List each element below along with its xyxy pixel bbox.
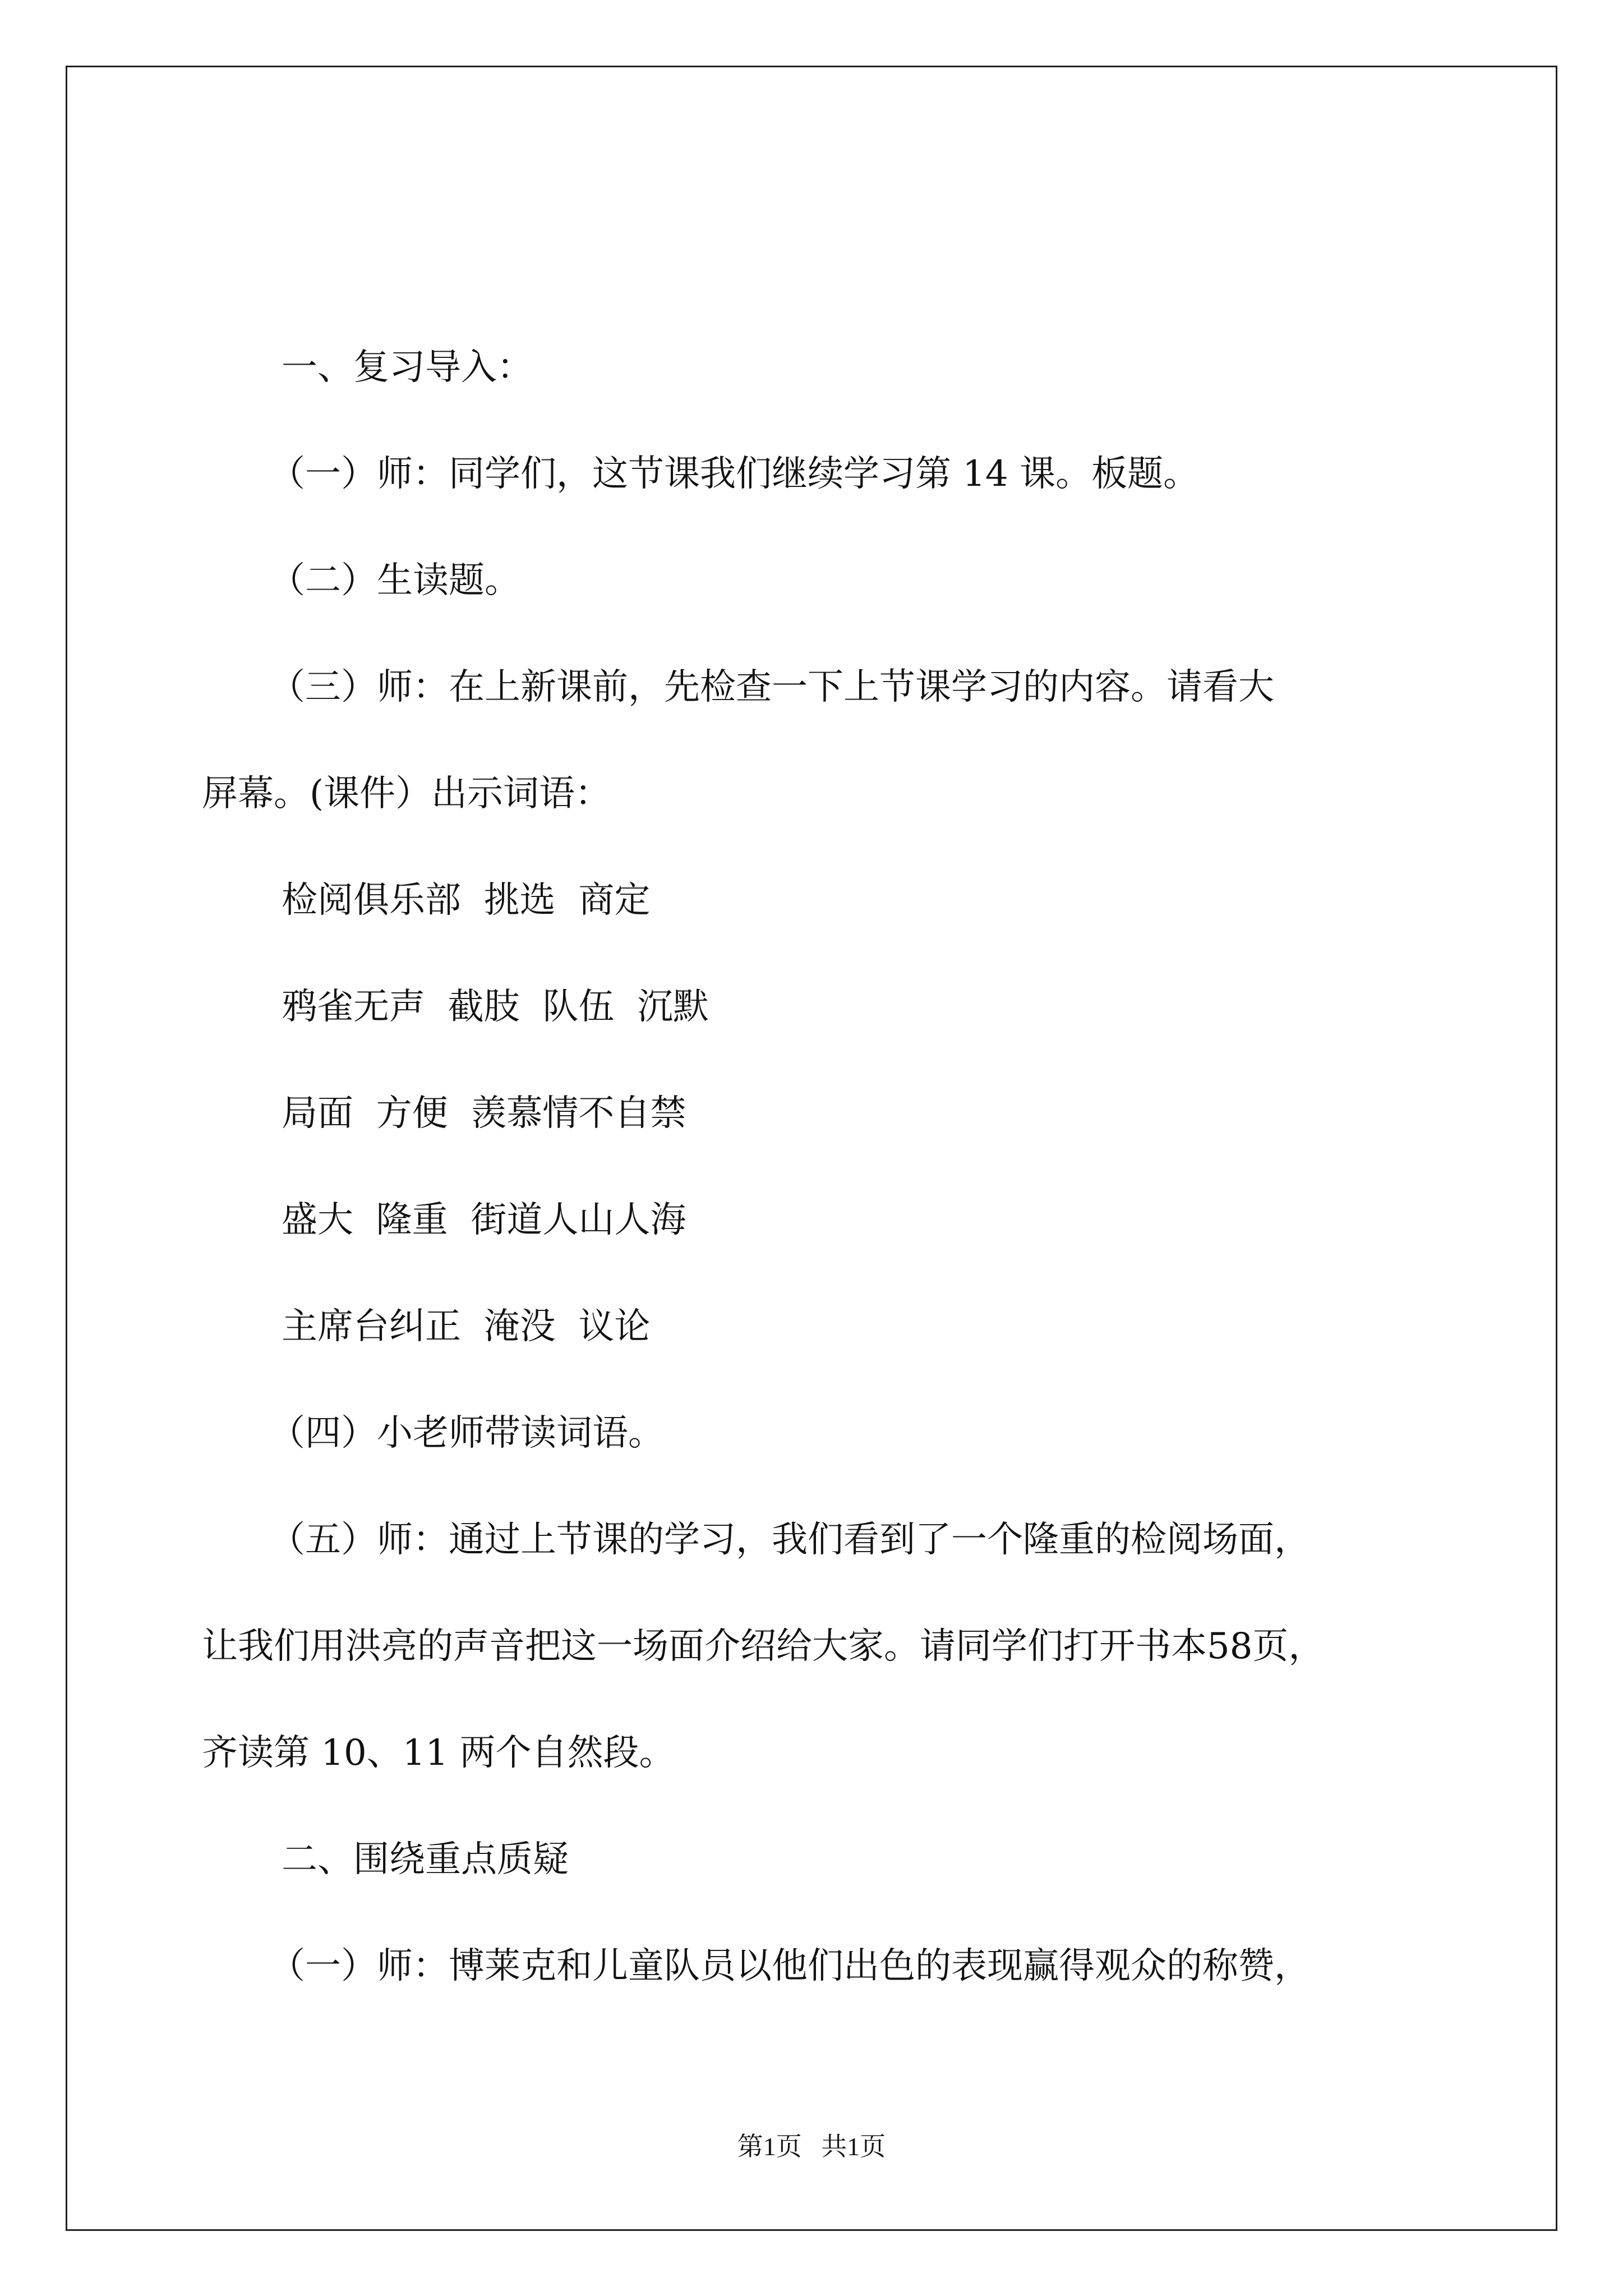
paragraph-continuation: 让我们用洪亮的声音把这一场面介绍给大家。请同学们打开书本58页， (202, 1626, 1325, 1667)
paragraph: （二）生读题。 (269, 560, 520, 601)
paragraph: （五）师：通过上节课的学习，我们看到了一个隆重的检阅场面， (269, 1519, 1310, 1561)
paragraph-continuation: 齐读第 10、11 两个自然段。 (202, 1732, 675, 1774)
word-list-line: 鸦雀无声 截肢 队伍 沉默 (282, 986, 709, 1028)
paragraph: （一）师：同学们，这节课我们继续学习第 14 课。板题。 (269, 453, 1200, 495)
section-heading-questions: 二、围绕重点质疑 (282, 1839, 569, 1880)
word-list-line: 盛大 隆重 街道人山人海 (282, 1199, 686, 1241)
page-footer: 第1页 共1页 (737, 2132, 886, 2161)
paragraph-continuation: 屏幕。(课件）出示词语： (202, 773, 611, 815)
word-list-line: 主席台纠正 淹没 议论 (282, 1306, 651, 1347)
document-body (202, 314, 1436, 2019)
paragraph: （三）师：在上新课前，先检查一下上节课学习的内容。请看大 (269, 666, 1274, 708)
section-heading-review: 一、复习导入： (282, 347, 533, 388)
word-list-line: 局面 方便 羡慕情不自禁 (282, 1093, 686, 1134)
word-list-line: 检阅俱乐部 挑选 商定 (282, 880, 651, 921)
paragraph: （一）师：博莱克和儿童队员以他们出色的表现赢得观众的称赞， (269, 1945, 1310, 1987)
paragraph: （四）小老师带读词语。 (269, 1412, 664, 1454)
